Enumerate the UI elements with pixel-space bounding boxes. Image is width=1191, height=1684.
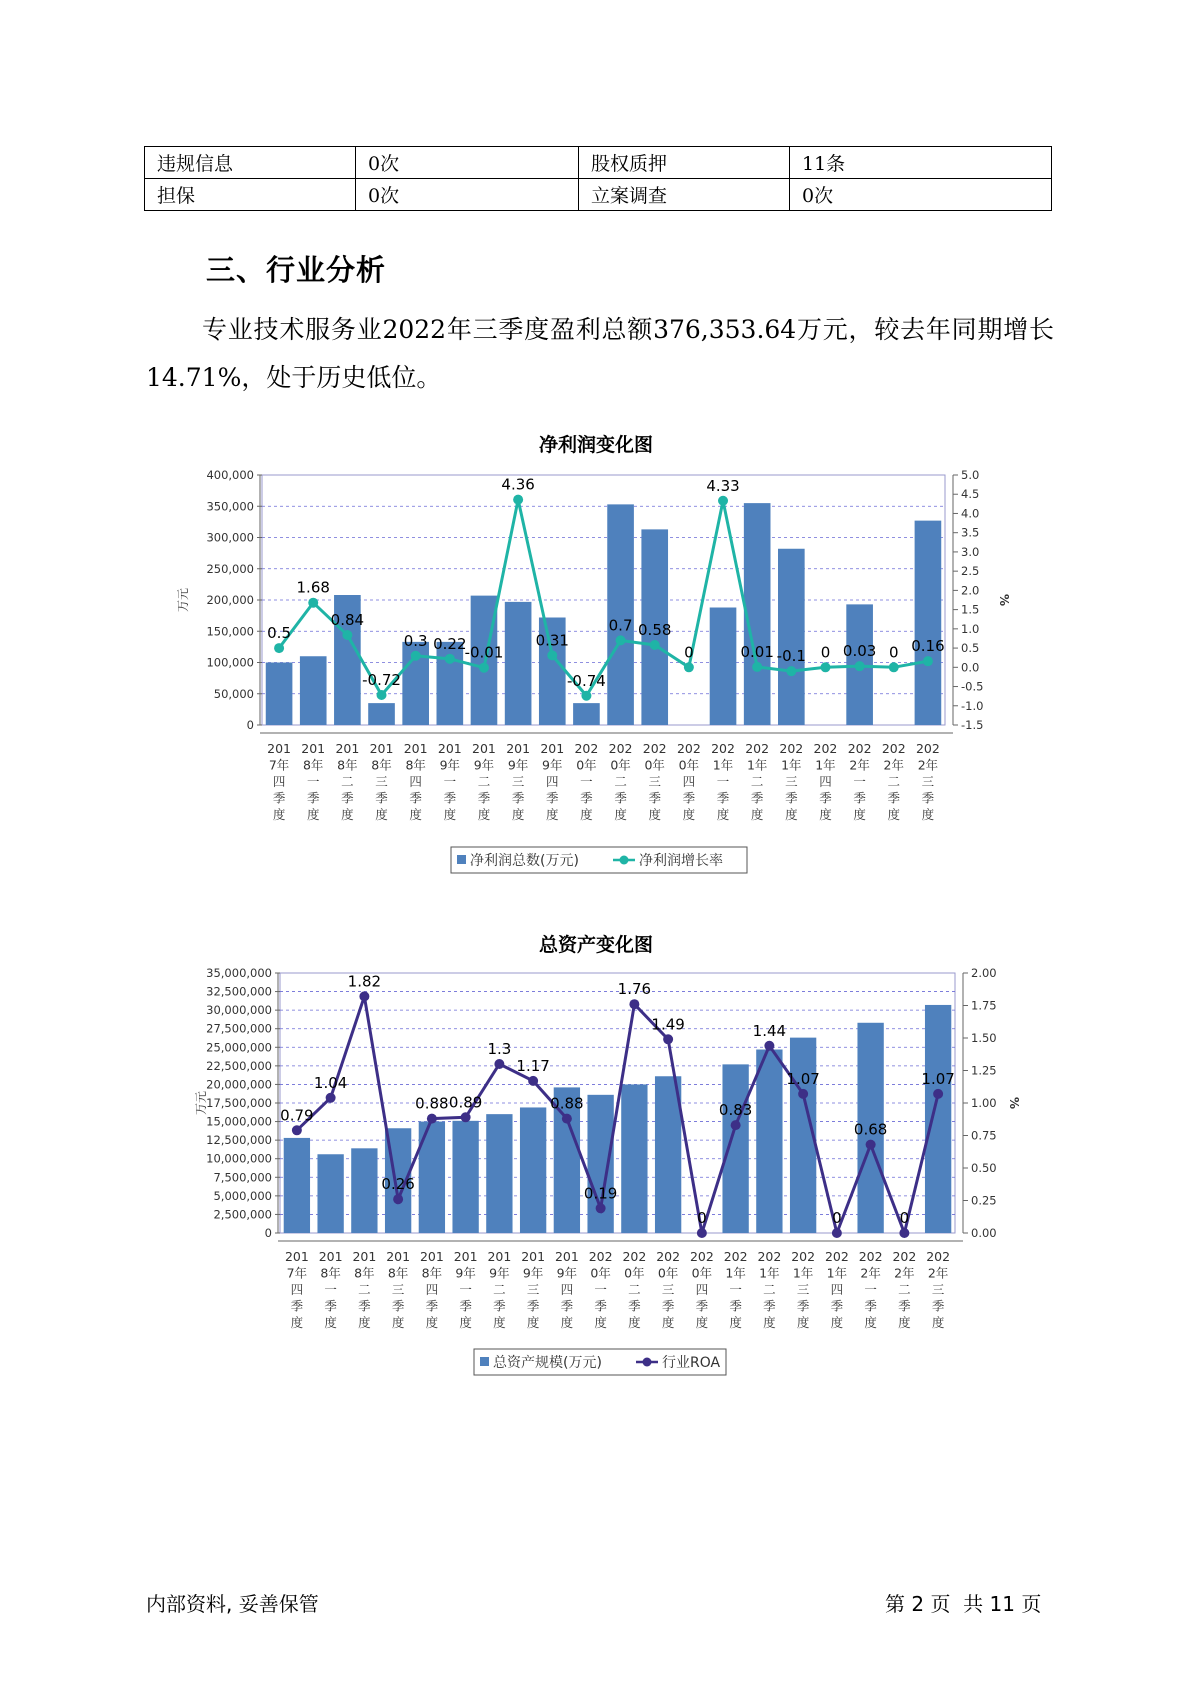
y2-tick-label: 1.50 <box>971 1031 997 1045</box>
footer-confidential-note: 内部资料, 妥善保管 <box>146 1592 319 1616</box>
line-point <box>933 1089 943 1099</box>
data-label: 0 <box>889 643 899 662</box>
y-tick-label: 12,500,000 <box>206 1133 272 1148</box>
y-tick-label: 22,500,000 <box>206 1058 272 1073</box>
x-tick-label: 202 0年二季度 <box>622 1249 647 1330</box>
line-point <box>494 1059 504 1069</box>
line-point <box>445 654 455 664</box>
line-point <box>427 1114 437 1124</box>
line-point <box>616 635 626 645</box>
line-point <box>629 999 639 1009</box>
bar <box>744 503 771 725</box>
table-cell: 立案调查 <box>579 179 790 211</box>
data-label: 1.3 <box>487 1040 512 1058</box>
y-tick-label: 350,000 <box>206 499 254 514</box>
line-point <box>752 662 762 672</box>
bar <box>607 504 634 725</box>
y-tick-label: 150,000 <box>206 624 254 639</box>
y2-axis-title: % <box>1007 1096 1021 1110</box>
legend-bar-label: 净利润总数(万元) <box>470 853 579 869</box>
data-label: 0.88 <box>550 1094 584 1113</box>
bar <box>778 549 805 725</box>
x-tick-label: 202 2年一季度 <box>847 741 872 822</box>
line-point <box>479 663 489 673</box>
data-label: 0 <box>684 643 694 662</box>
line-point <box>342 630 352 640</box>
data-label: 1.82 <box>347 972 382 991</box>
table-cell: 0次 <box>790 179 1052 211</box>
line-point <box>663 1034 673 1044</box>
x-tick-label: 202 1年二季度 <box>745 741 770 822</box>
y-tick-label: 10,000,000 <box>206 1151 272 1166</box>
x-tick-label: 201 8年二季度 <box>335 741 360 822</box>
y-tick-label: 200,000 <box>206 593 254 607</box>
y2-tick-label: 5.0 <box>961 468 980 482</box>
y2-tick-label: 1.5 <box>961 602 980 617</box>
data-label: 0.01 <box>740 642 774 661</box>
y-tick-label: 15,000,000 <box>206 1114 272 1129</box>
y-axis-title: 万元 <box>176 587 190 613</box>
legend-line-marker <box>620 856 629 865</box>
data-label: 1.49 <box>651 1015 685 1034</box>
line-point <box>820 662 830 672</box>
data-label: 0.68 <box>853 1120 888 1139</box>
risk-info-table <box>144 146 1052 211</box>
data-label: 0.5 <box>267 624 292 643</box>
y2-tick-label: 3.0 <box>961 544 980 559</box>
x-tick-label: 202 2年二季度 <box>881 741 906 822</box>
data-label: 0.22 <box>433 634 467 653</box>
legend-line-label: 净利润增长率 <box>639 853 723 869</box>
line-point <box>274 643 284 653</box>
line-point <box>461 1112 471 1122</box>
x-tick-label: 201 8年二季度 <box>352 1249 377 1330</box>
x-tick-label: 201 8年一季度 <box>301 741 326 822</box>
line-point <box>528 1076 538 1086</box>
x-tick-label: 202 0年三季度 <box>642 741 667 822</box>
x-tick-label: 202 1年一季度 <box>711 741 735 822</box>
data-label: -0.74 <box>567 671 606 690</box>
x-tick-label: 202 2年三季度 <box>915 741 940 822</box>
y2-tick-label: 4.0 <box>961 506 980 521</box>
data-label: 0.3 <box>403 631 428 650</box>
data-label: 0.31 <box>535 631 569 650</box>
y2-tick-label: 0.25 <box>971 1193 997 1208</box>
line-point <box>359 991 369 1001</box>
bar <box>722 1064 748 1233</box>
y2-tick-label: 4.5 <box>961 487 980 502</box>
y-tick-label: 50,000 <box>213 686 254 701</box>
line-point <box>786 666 796 676</box>
line-point <box>650 640 660 650</box>
data-label: 0.19 <box>583 1184 618 1203</box>
y2-tick-label: -0.5 <box>961 679 984 694</box>
x-tick-label: 202 1年三季度 <box>779 741 804 822</box>
y2-tick-label: 0.75 <box>971 1128 997 1143</box>
x-tick-label: 201 7年四季度 <box>267 741 292 822</box>
line-point <box>798 1089 808 1099</box>
y2-tick-label: 0.0 <box>961 660 980 675</box>
table-cell: 违规信息 <box>145 147 356 179</box>
x-tick-label: 202 0年三季度 <box>656 1249 681 1330</box>
line-point <box>393 1194 403 1204</box>
bar <box>284 1138 310 1233</box>
x-tick-label: 202 1年三季度 <box>791 1249 816 1330</box>
data-label: 0.83 <box>718 1101 753 1120</box>
x-tick-label: 202 0年四季度 <box>689 1249 714 1330</box>
data-label: 0.84 <box>330 611 365 629</box>
data-label: 0.79 <box>280 1106 314 1125</box>
table-cell: 0次 <box>356 147 579 179</box>
line-point <box>731 1120 741 1130</box>
bar <box>452 1121 478 1233</box>
x-tick-label: 202 2年一季度 <box>858 1249 883 1330</box>
y-tick-label: 25,000,000 <box>206 1040 272 1055</box>
y2-tick-label: -1.0 <box>961 698 984 713</box>
table-cell: 股权质押 <box>579 147 790 179</box>
line-point <box>855 661 865 671</box>
bar <box>486 1114 512 1233</box>
data-label: 0 <box>899 1209 910 1227</box>
line-point <box>923 656 933 666</box>
y2-tick-label: 2.0 <box>961 583 980 598</box>
y-tick-label: 35,000,000 <box>206 966 272 980</box>
line-point <box>899 1228 909 1238</box>
y-tick-label: 32,500,000 <box>206 984 272 999</box>
line-point <box>684 662 694 672</box>
line-point <box>547 650 557 660</box>
data-label: 0.88 <box>415 1094 449 1113</box>
y2-tick-label: 1.25 <box>971 1063 997 1078</box>
y-tick-label: 2,500,000 <box>213 1207 272 1222</box>
x-tick-label: 202 1年二季度 <box>757 1249 782 1330</box>
x-tick-label: 201 9年四季度 <box>540 741 565 822</box>
x-tick-label: 201 8年三季度 <box>369 741 394 822</box>
bar <box>505 602 532 725</box>
data-label: 0 <box>832 1209 842 1227</box>
line-point <box>581 691 591 701</box>
line-point <box>513 495 523 505</box>
bar <box>573 703 600 725</box>
line-point <box>562 1114 572 1124</box>
data-label: 0 <box>820 643 831 662</box>
table-row <box>145 147 1052 179</box>
line-point <box>292 1125 302 1135</box>
legend-bar-label: 总资产规模(万元) <box>493 1355 602 1371</box>
line-point <box>411 651 421 661</box>
legend-line-label: 行业ROA <box>662 1355 721 1371</box>
data-label: 0.03 <box>842 642 877 661</box>
bar <box>915 521 942 725</box>
x-tick-label: 202 0年一季度 <box>588 1249 613 1330</box>
legend-line-marker <box>643 1358 652 1367</box>
legend-bar-swatch <box>457 855 466 864</box>
y-tick-label: 30,000,000 <box>206 1003 272 1018</box>
chart-title: 净利润变化图 <box>539 434 654 456</box>
y-axis-title: 万元 <box>194 1090 208 1116</box>
line-point <box>718 496 728 506</box>
bar <box>368 703 395 725</box>
data-label: -0.1 <box>776 647 806 666</box>
data-label: 1.76 <box>617 980 652 999</box>
y-tick-label: 17,500,000 <box>206 1096 272 1110</box>
line-point <box>596 1203 606 1213</box>
x-tick-label: 202 0年四季度 <box>676 741 701 822</box>
y-tick-label: 5,000,000 <box>213 1188 272 1203</box>
table-cell: 11条 <box>790 147 1052 179</box>
data-label: 0.89 <box>448 1093 483 1112</box>
x-tick-label: 202 0年一季度 <box>574 741 599 822</box>
line-point <box>832 1228 842 1238</box>
industry-summary-paragraph: 专业技术服务业2022年三季度盈利总额376,353.64万元，较去年同期增长14.71%，处于历史低位。 <box>146 315 1054 392</box>
line-point <box>326 1093 336 1103</box>
data-label: 1.68 <box>296 578 330 597</box>
bar <box>351 1148 377 1233</box>
y2-tick-label: 0.50 <box>971 1161 997 1175</box>
data-label: 1.44 <box>752 1021 787 1040</box>
bar <box>317 1154 343 1233</box>
y-tick-label: 100,000 <box>206 655 254 670</box>
y2-tick-label: 0.5 <box>961 641 980 656</box>
y-tick-label: 20,000,000 <box>206 1077 272 1092</box>
x-tick-label: 201 9年一季度 <box>453 1249 478 1330</box>
x-tick-label: 201 8年四季度 <box>403 741 428 822</box>
data-label: 4.33 <box>706 476 740 495</box>
x-tick-label: 201 9年三季度 <box>521 1249 546 1330</box>
bar <box>520 1107 546 1233</box>
y-tick-label: 0 <box>264 1226 272 1240</box>
line-point <box>377 690 387 700</box>
data-label: 4.36 <box>501 475 535 494</box>
y2-tick-label: 1.0 <box>961 621 980 636</box>
legend-bar-swatch <box>480 1357 489 1366</box>
table-row <box>145 179 1052 211</box>
y2-tick-label: 3.5 <box>961 525 980 540</box>
net-profit-chart <box>0 465 1191 885</box>
bar <box>266 663 293 726</box>
data-label: -0.01 <box>464 643 504 662</box>
y2-tick-label: 2.5 <box>961 564 980 579</box>
data-label: 0.26 <box>381 1175 415 1194</box>
table-cell: 0次 <box>356 179 579 211</box>
chart-title: 总资产变化图 <box>539 934 654 956</box>
bar <box>621 1084 647 1233</box>
y2-tick-label: 1.00 <box>971 1096 997 1110</box>
x-tick-label: 202 2年二季度 <box>892 1249 917 1330</box>
table-cell: 担保 <box>145 179 356 211</box>
y2-tick-label: 1.75 <box>971 998 997 1013</box>
line-point <box>764 1041 774 1051</box>
total-assets-chart <box>0 965 1191 1385</box>
x-tick-label: 202 1年四季度 <box>824 1249 849 1330</box>
x-tick-label: 202 2年三季度 <box>926 1249 951 1330</box>
y-tick-label: 250,000 <box>206 561 254 576</box>
bar <box>756 1050 782 1233</box>
x-tick-label: 201 9年三季度 <box>506 741 531 822</box>
data-label: -0.72 <box>362 671 401 689</box>
x-tick-label: 201 9年二季度 <box>487 1249 512 1330</box>
y-tick-label: 7,500,000 <box>213 1170 272 1185</box>
y-tick-label: 27,500,000 <box>206 1021 272 1036</box>
x-tick-label: 201 8年一季度 <box>318 1249 343 1330</box>
x-tick-label: 201 9年四季度 <box>554 1249 579 1330</box>
data-label: 1.04 <box>313 1073 348 1092</box>
footer-page-number: 第 2 页 共 11 页 <box>885 1592 1042 1616</box>
data-label: 1.07 <box>786 1069 820 1088</box>
line-point <box>889 662 899 672</box>
data-label: 0 <box>697 1209 707 1227</box>
line-point <box>308 598 318 608</box>
data-label: 0.7 <box>608 616 633 635</box>
x-tick-label: 201 8年三季度 <box>386 1249 411 1330</box>
data-label: 0.58 <box>638 621 672 639</box>
x-tick-label: 202 1年一季度 <box>723 1249 748 1330</box>
y2-tick-label: 2.00 <box>971 966 997 980</box>
y-tick-label: 400,000 <box>206 468 254 482</box>
bar <box>300 656 327 725</box>
x-tick-label: 202 0年二季度 <box>608 741 633 822</box>
y-tick-label: 300,000 <box>206 530 254 545</box>
x-tick-label: 202 1年四季度 <box>813 741 838 822</box>
x-tick-label: 201 9年一季度 <box>437 741 462 822</box>
bar <box>710 608 737 726</box>
x-tick-label: 201 7年四季度 <box>284 1249 309 1330</box>
line-point <box>866 1140 876 1150</box>
section-title: 三、行业分析 <box>206 253 387 287</box>
y-tick-label: 0 <box>246 718 254 732</box>
data-label: 1.07 <box>921 1069 955 1088</box>
line-point <box>697 1228 707 1238</box>
y2-tick-label: 0.00 <box>971 1226 997 1240</box>
y2-axis-title: % <box>997 593 1011 607</box>
data-label: 1.17 <box>516 1056 550 1075</box>
x-tick-label: 201 9年二季度 <box>472 741 496 822</box>
data-label: 0.16 <box>911 637 945 656</box>
y2-tick-label: -1.5 <box>961 718 984 732</box>
bar <box>925 1005 951 1233</box>
x-tick-label: 201 8年四季度 <box>419 1249 444 1330</box>
